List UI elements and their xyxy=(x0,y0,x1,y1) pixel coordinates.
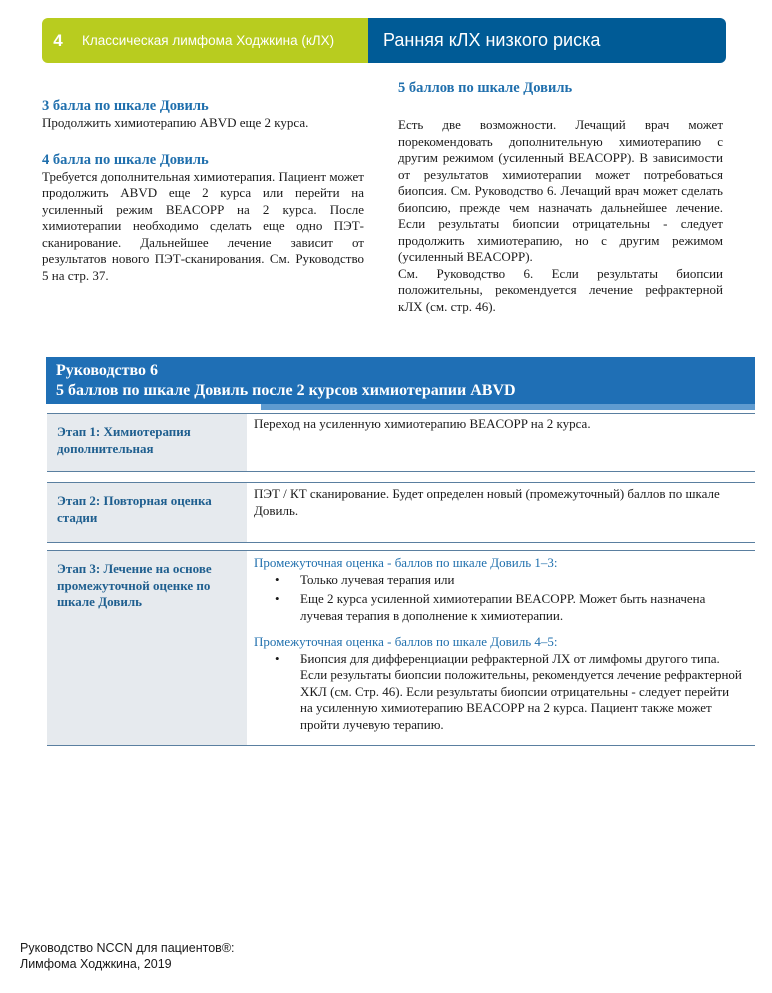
bullet-icon: • xyxy=(275,591,280,606)
topic-title: Ранняя кЛХ низкого риска xyxy=(368,18,726,63)
score5-text-2: См. Руководство 6. Если результаты биопсии положительны, рекомендуется лечение рефрактерной кЛХ (см. стр. 46). xyxy=(398,265,723,314)
group2-list xyxy=(254,651,745,734)
stage-1-label: Этап 1: Химиотерапия дополнительная xyxy=(47,414,247,471)
footer-line-1: Руководство NCCN для пациентов®: xyxy=(20,941,235,955)
page-header xyxy=(42,18,726,63)
stage-row-1 xyxy=(47,414,755,472)
score3-heading: 3 балла по шкале Довиль xyxy=(42,98,209,114)
score5-heading: 5 баллов по шкале Довиль xyxy=(398,80,573,96)
group1-list xyxy=(254,572,745,625)
stage-3-body xyxy=(247,551,755,745)
guide-accent-bar xyxy=(261,404,755,410)
list-item-text: Биопсия для дифференциации рефрактерной ЛХ от лимфомы другого типа. Если результаты биопсии положительны, рекомендуется лечение рефрактерной ХКЛ (см. Стр. 46). Если результаты биопсии отрицательны - следует перейти на усиленную химиотерапию BEACOPP на 2 курса. Пациент также может пройти лучевую терапию. xyxy=(300,650,742,732)
stage-row-3 xyxy=(47,551,755,746)
score4-heading: 4 балла по шкале Довиль xyxy=(42,151,209,168)
page-footer xyxy=(20,940,235,972)
list-item-text: Еще 2 курса усиленной химиотерапии BEACOPP. Может быть назначена лучевая терапия в дополнение к химиотерапии. xyxy=(300,591,706,623)
stage-2-label: Этап 2: Повторная оценка стадии xyxy=(47,483,247,542)
stage-3-label: Этап 3: Лечение на основе промежуточной оценке по шкале Довиль xyxy=(47,551,247,745)
bullet-icon: • xyxy=(275,571,280,587)
right-column xyxy=(398,79,723,315)
bullet-icon: • xyxy=(275,650,280,666)
left-column xyxy=(42,97,364,284)
stage-1-text: Переход на усиленную химиотерапию BEACOPP на 2 курса. xyxy=(254,416,591,431)
score3-text: Продолжить химиотерапию ABVD еще 2 курса. xyxy=(42,115,309,130)
list-item xyxy=(275,651,745,734)
section-title: Классическая лимфома Ходжкина (кЛХ) xyxy=(82,33,335,48)
group2-title: Промежуточная оценка - баллов по шкале Довиль 4–5: xyxy=(254,634,558,649)
group1-title: Промежуточная оценка - баллов по шкале Довиль 1–3: xyxy=(254,555,558,570)
list-item xyxy=(275,591,745,624)
list-item-text: Только лучевая терапия или xyxy=(300,571,455,587)
stage-row-2 xyxy=(47,483,755,543)
header-section-block xyxy=(42,18,368,63)
guide-title: Руководство 6 xyxy=(56,362,159,379)
guide-subtitle: 5 баллов по шкале Довиль после 2 курсов химиотерапии ABVD xyxy=(56,382,516,399)
score4-text: Требуется дополнительная химиотерапия. Пациент может продолжить ABVD еще 2 курса или перейти на усиленный режим BEACOPP на 2 курса. После химиотерапии необходимо сделать еще одно ПЭТ-сканирование. Дальнейшее лечение зависит от результатов нового ПЭТ-сканирования. См. Руководство 5 на стр. 37. xyxy=(42,168,364,283)
guide-title-bar xyxy=(46,357,755,404)
page-chapter-number: 4 xyxy=(53,30,63,50)
footer-line-2: Лимфома Ходжкина, 2019 xyxy=(20,957,172,971)
guide-table-header xyxy=(46,357,755,410)
score5-text-1: Есть две возможности. Лечащий врач может порекомендовать дополнительную химиотерапию с другим режимом (усиленный BEACOPP). В зависимости от результатов химиотерапии может потребоваться биопсия. См. Руководство 6. Лечащий врач может сделать биопсию, прежде чем назначать дальнейшее лечение. Если результаты биопсии отрицательны - следует продолжить химиотерапию, но с другим режимом (усиленный BEACOPP). xyxy=(398,117,723,264)
stage-2-text: ПЭТ / КТ сканирование. Будет определен новый (промежуточный) баллов по шкале Довиль. xyxy=(254,486,720,518)
list-item xyxy=(275,572,745,589)
